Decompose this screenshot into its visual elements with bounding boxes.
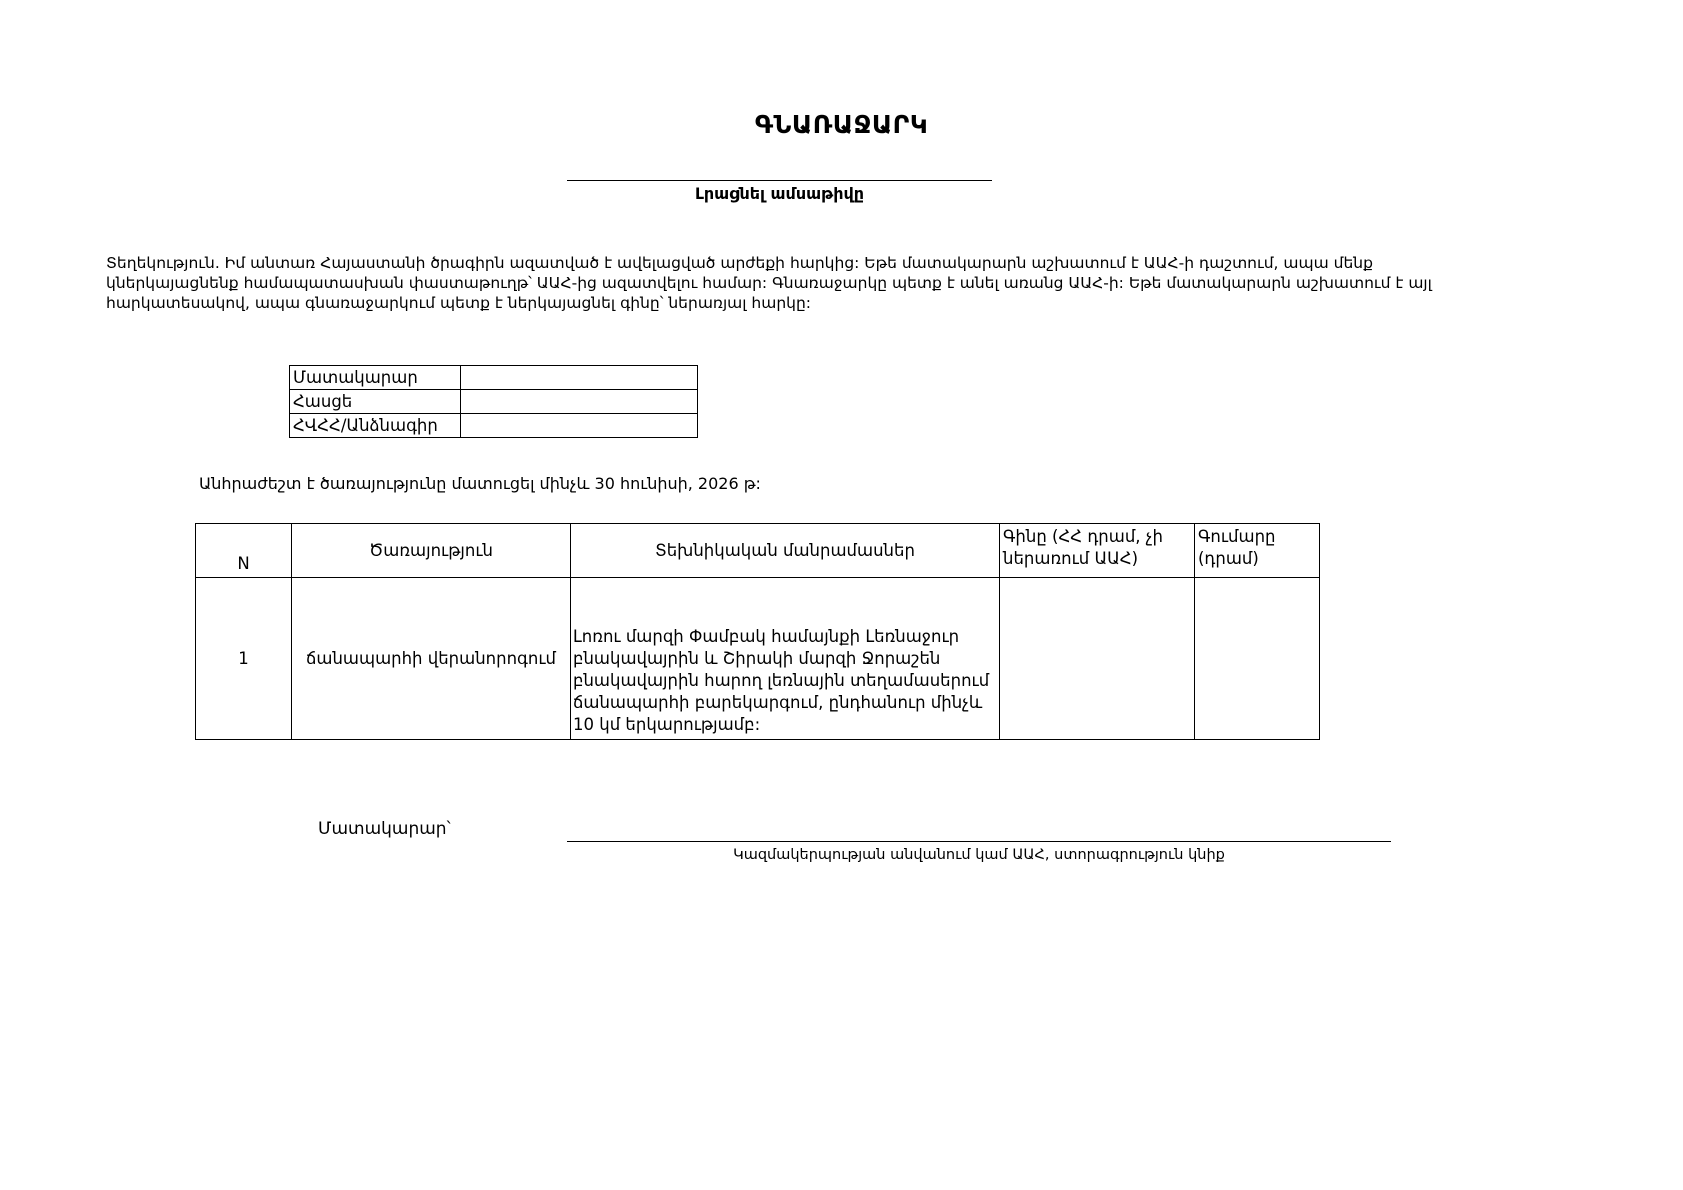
signature-label: Մատակարար՝ — [318, 819, 451, 839]
row-service: ճանապարհի վերանորոգում — [292, 578, 571, 740]
signature-line[interactable] — [567, 841, 1391, 842]
table-row — [196, 578, 1320, 740]
supplier-name-label: Մատակարար — [290, 366, 461, 390]
header-total: Գումարը (դրամ) — [1195, 524, 1320, 578]
supplier-row — [290, 414, 698, 438]
supplier-taxid-field[interactable] — [461, 414, 698, 438]
date-fill-line[interactable] — [567, 180, 992, 181]
services-table — [195, 523, 1320, 740]
supplier-row — [290, 390, 698, 414]
row-total-field[interactable] — [1195, 578, 1320, 740]
services-header-row — [196, 524, 1320, 578]
row-specs: Լոռու մարզի Փամբակ համայնքի Լեռնաջուր բնակավայրին և Շիրակի մարզի Ջորաշեն բնակավայրին հարող լեռնային տեղամասերում ճանապարհի բարեկարգում, ընդհանուր մինչև 10 կմ երկարությամբ: — [571, 578, 1000, 740]
header-price: Գինը (ՀՀ դրամ, չի ներառում ԱԱՀ) — [1000, 524, 1195, 578]
signature-caption: Կազմակերպության անվանում կամ ԱԱՀ, ստորագրություն կնիք — [733, 847, 1225, 863]
row-number: 1 — [196, 578, 292, 740]
supplier-name-field[interactable] — [461, 366, 698, 390]
supplier-address-field[interactable] — [461, 390, 698, 414]
row-price-field[interactable] — [1000, 578, 1195, 740]
header-specs: Տեխնիկական մանրամասներ — [571, 524, 1000, 578]
document-title: ԳՆԱՌԱՋԱՐԿ — [754, 110, 929, 139]
supplier-taxid-label: ՀՎՀՀ/Անձնագիր — [290, 414, 461, 438]
header-number: N — [196, 524, 292, 578]
header-service: Ծառայություն — [292, 524, 571, 578]
supplier-address-label: Հասցե — [290, 390, 461, 414]
date-label: Լրացնել ամսաթիվը — [694, 184, 865, 203]
supplier-row — [290, 366, 698, 390]
info-paragraph: Տեղեկություն. Իմ անտառ Հայաստանի ծրագիրն ազատված է ավելացված արժեքի հարկից: Եթե մատակարարն աշխատում է ԱԱՀ-ի դաշտում, ապա մենք կներկայացնենք համապատասխան փաստաթուղթ՝ ԱԱՀ-ից ազատվելու համար: Գնառաջարկը պետք է անել առանց ԱԱՀ-ի: Եթե մատակարարն աշխատում է այլ հարկատեսակով, ապա գնառաջարկում պետք է ներկայացնել գինը՝ ներառյալ հարկը: — [106, 254, 1432, 312]
supplier-table — [289, 365, 698, 438]
deadline-text: Անհրաժեշտ է ծառայությունը մատուցել մինչև 30 հունիսի, 2026 թ: — [199, 474, 761, 493]
